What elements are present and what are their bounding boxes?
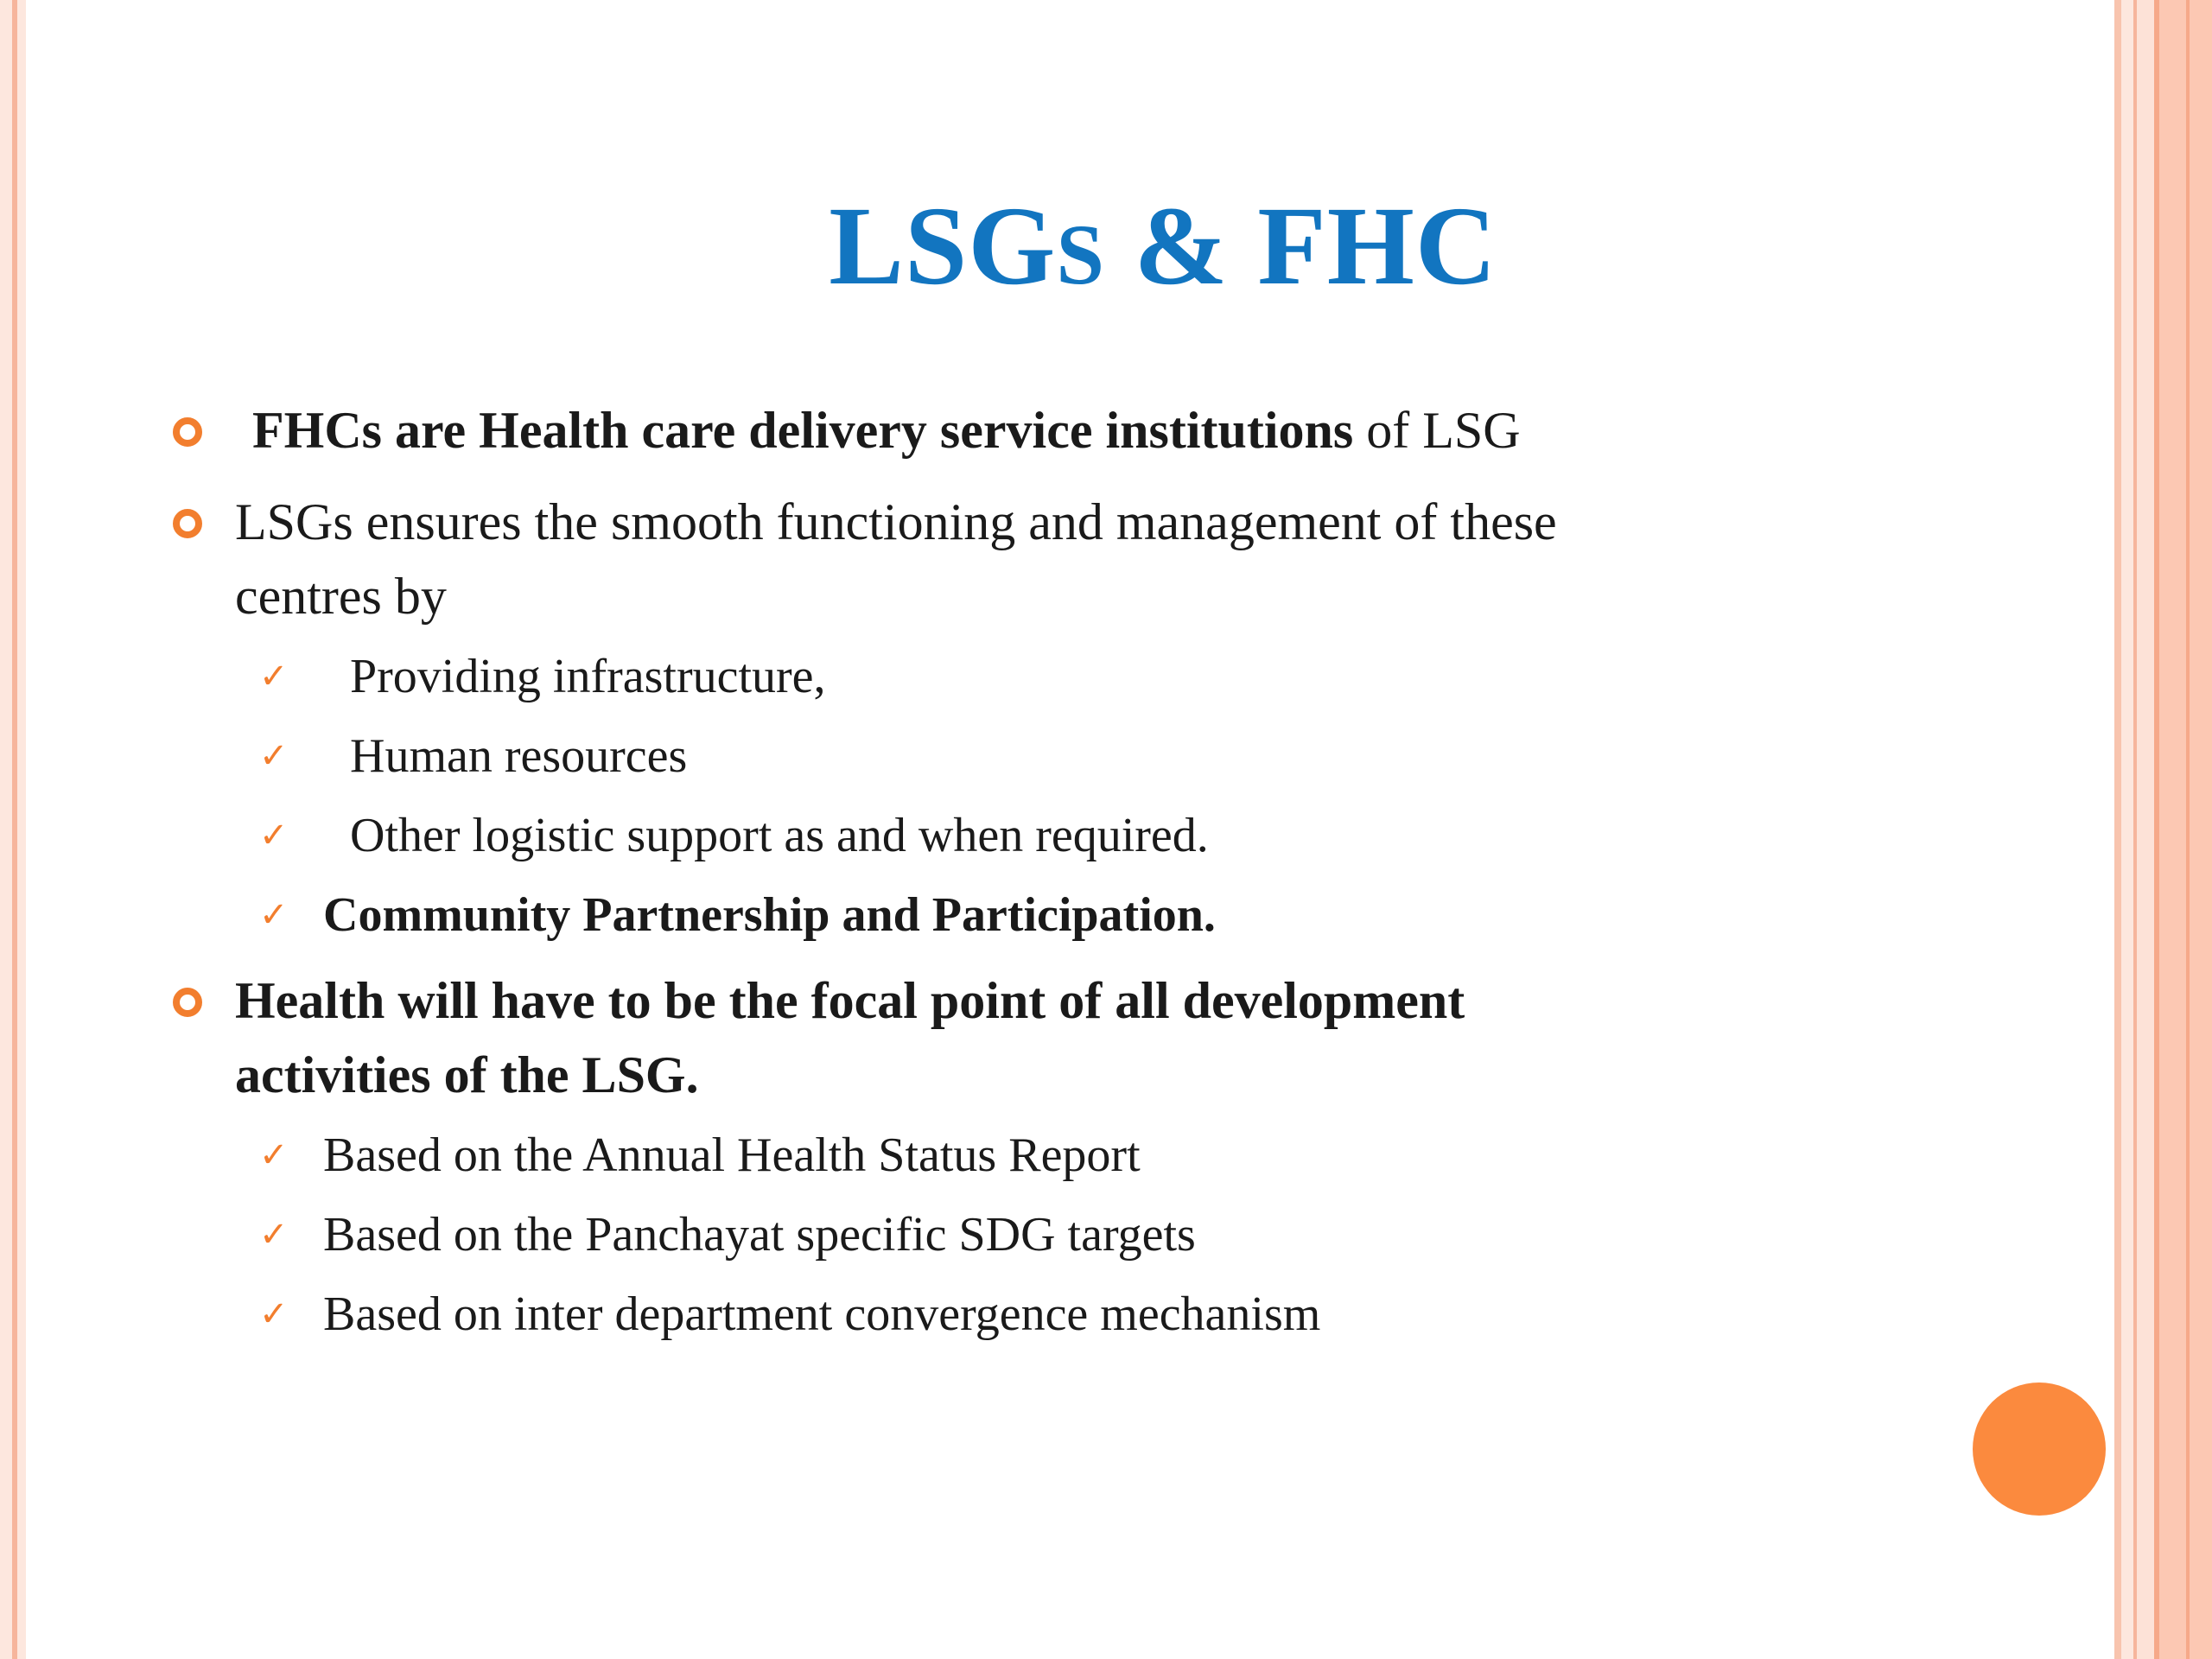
sub-item: ✓ Community Partnership and Participation. <box>173 875 2074 955</box>
bullet-item-3 <box>173 963 2074 1112</box>
checkmark-icon: ✓ <box>259 736 289 776</box>
bullet-2-line-1: LSGs ensures the smooth functioning and management of these <box>235 493 1557 550</box>
slide-title <box>0 177 2212 324</box>
sub-item: ✓ Based on inter department convergence mechanism <box>173 1274 2074 1354</box>
ring-bullet-icon <box>173 417 202 447</box>
bullet-1-text: of LSG <box>1353 402 1521 459</box>
bullet-item-1 <box>173 393 2074 467</box>
sub-item: ✓ Providing infrastructure, <box>173 637 2074 716</box>
checkmark-icon: ✓ <box>259 1135 289 1175</box>
sub-item: ✓ Other logistic support as and when required. <box>173 796 2074 875</box>
title-small-caps: S <box>1056 207 1106 302</box>
bullet-3-line-1: Health will have to be the focal point of all development <box>235 972 1465 1029</box>
checkmark-icon: ✓ <box>259 657 289 696</box>
bullet-1-bold-text: FHCs are Health care delivery service institutions <box>252 402 1354 459</box>
checkmark-icon: ✓ <box>259 1215 289 1255</box>
title-main: LSG <box>829 184 1057 308</box>
sub-item: ✓ Human resources <box>173 716 2074 796</box>
ring-bullet-icon <box>173 509 202 538</box>
checkmark-icon: ✓ <box>259 895 289 935</box>
sub-item: ✓ Based on the Panchayat specific SDG targets <box>173 1195 2074 1274</box>
bullet-2-line-2: centres by <box>235 568 447 625</box>
ring-bullet-icon <box>173 988 202 1017</box>
sub-item: ✓ Based on the Annual Health Status Report <box>173 1116 2074 1195</box>
bullet-item-2 <box>173 485 2074 633</box>
orange-circle-decoration <box>1973 1382 2106 1516</box>
checkmark-icon: ✓ <box>259 1294 289 1334</box>
slide-content <box>173 393 2074 1354</box>
checkmark-icon: ✓ <box>259 816 289 855</box>
title-rest: & FHC <box>1105 184 1497 308</box>
bullet-3-line-2: activities of the LSG. <box>235 1046 699 1103</box>
